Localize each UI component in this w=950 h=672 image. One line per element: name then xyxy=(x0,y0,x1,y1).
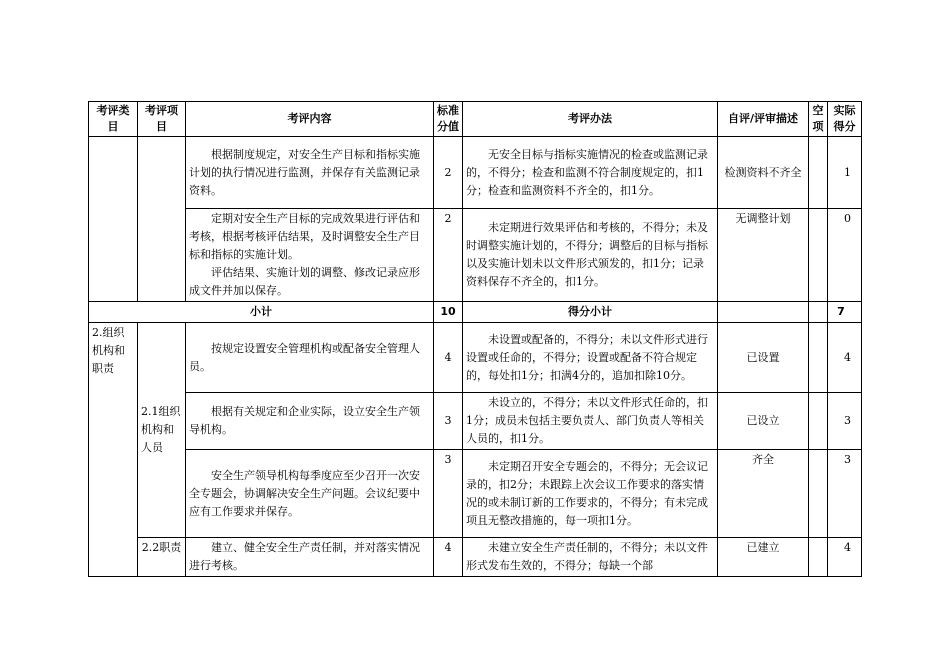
table-row xyxy=(89,538,862,577)
content-cell: 安全生产领导机构每季度应至少召开一次安全专题会，协调解决安全生产问题。会议纪要中应有工作要求并保存。 xyxy=(186,450,434,538)
table-row xyxy=(89,209,862,302)
score-cell: 3 xyxy=(434,393,463,450)
score-cell: 2 xyxy=(434,137,463,209)
actual-cell: 4 xyxy=(828,538,862,577)
table-row xyxy=(89,450,862,538)
subtotal-row xyxy=(89,302,862,323)
evaluation-table xyxy=(88,101,862,577)
item-cell xyxy=(138,323,186,538)
desc-cell: 检测资料不齐全 xyxy=(718,137,809,209)
item-label: 2.1组织机构和人员 xyxy=(141,405,181,454)
desc-cell: 无调整计划 xyxy=(718,209,809,302)
actual-cell: 3 xyxy=(828,450,862,538)
method-cell: 未设置或配备的，不得分；未以文件形式进行设置或任命的，不得分；设置或配备不符合规定的，每处扣1分；扣满4分的，追加扣除10分。 xyxy=(463,323,718,393)
empty-cell xyxy=(809,538,828,577)
score-cell: 2 xyxy=(434,209,463,302)
actual-cell: 3 xyxy=(828,393,862,450)
header-self-eval: 自评/评审描述 xyxy=(718,102,809,137)
score-cell: 4 xyxy=(434,538,463,577)
actual-cell: 4 xyxy=(828,323,862,393)
header-item: 考评项目 xyxy=(138,102,186,137)
content-paragraph: 定期对安全生产目标的完成效果进行评估和考核，根据考核评估结果，及时调整安全生产目标和指标的实施计划。 xyxy=(189,212,420,261)
category-cell: 2.组织机构和职责 xyxy=(89,323,138,577)
content-paragraph: 评估结果、实施计划的调整、修改记录应形成文件并加以保存。 xyxy=(189,266,420,297)
content-cell: 建立、健全安全生产责任制，并对落实情况进行考核。 xyxy=(186,538,434,577)
subtotal-method-label: 得分小计 xyxy=(463,302,718,323)
method-cell: 未建立安全生产责任制的，不得分；未以文件形式发布生效的，不得分；每缺一个部 xyxy=(463,538,718,577)
category-cell-empty xyxy=(89,137,138,302)
empty-cell xyxy=(809,323,828,393)
desc-cell: 齐全 xyxy=(718,450,809,538)
method-cell: 无安全目标与指标实施情况的检查或监测记录的，不得分；检查和监测不符合制度规定的，扣1分；检查和监测资料不齐全的，扣1分。 xyxy=(463,137,718,209)
method-cell: 未定期进行效果评估和考核的，不得分；未及时调整实施计划的，不得分；调整后的目标与指标以及实施计划未以文件形式颁发的，扣1分；记录资料保存不齐全的，扣1分。 xyxy=(463,209,718,302)
method-cell: 未设立的，不得分；未以文件形式任命的，扣1分；成员未包括主要负责人、部门负责人等相关人员的，扣1分。 xyxy=(463,393,718,450)
desc-cell: 已设立 xyxy=(718,393,809,450)
content-cell: 按规定设置安全管理机构或配备安全管理人员。 xyxy=(186,323,434,393)
empty-cell xyxy=(809,137,828,209)
table-header-row xyxy=(89,102,862,137)
item-cell: 2.2职责 xyxy=(138,538,186,577)
desc-cell: 已建立 xyxy=(718,538,809,577)
header-actual-score: 实际得分 xyxy=(828,102,862,137)
header-standard-score: 标准分值 xyxy=(434,102,463,137)
header-content: 考评内容 xyxy=(186,102,434,137)
subtotal-score: 10 xyxy=(434,302,463,323)
subtotal-label: 小计 xyxy=(89,302,434,323)
empty-cell xyxy=(809,209,828,302)
empty-cell xyxy=(809,450,828,538)
table-row xyxy=(89,393,862,450)
item-cell-empty xyxy=(138,137,186,302)
desc-cell: 已设置 xyxy=(718,323,809,393)
content-cell: 根据制度规定，对安全生产目标和指标实施计划的执行情况进行监测，并保存有关监测记录资料。 xyxy=(186,137,434,209)
empty-cell xyxy=(809,393,828,450)
score-cell: 3 xyxy=(434,450,463,538)
content-cell xyxy=(186,209,434,302)
score-cell: 4 xyxy=(434,323,463,393)
header-empty: 空项 xyxy=(809,102,828,137)
actual-cell: 0 xyxy=(828,209,862,302)
table-row xyxy=(89,323,862,393)
actual-cell: 1 xyxy=(828,137,862,209)
subtotal-actual: 7 xyxy=(828,302,862,323)
table-row xyxy=(89,137,862,209)
header-method: 考评办法 xyxy=(463,102,718,137)
method-cell: 未定期召开安全专题会的，不得分；无会议记录的，扣2分；未跟踪上次会议工作要求的落实情况的或未制订新的工作要求的，不得分；有未完成项且无整改措施的，每一项扣1分。 xyxy=(463,450,718,538)
header-category: 考评类目 xyxy=(89,102,138,137)
subtotal-desc-empty xyxy=(718,302,809,323)
subtotal-empty-cell xyxy=(809,302,828,323)
content-cell: 根据有关规定和企业实际，设立安全生产领导机构。 xyxy=(186,393,434,450)
